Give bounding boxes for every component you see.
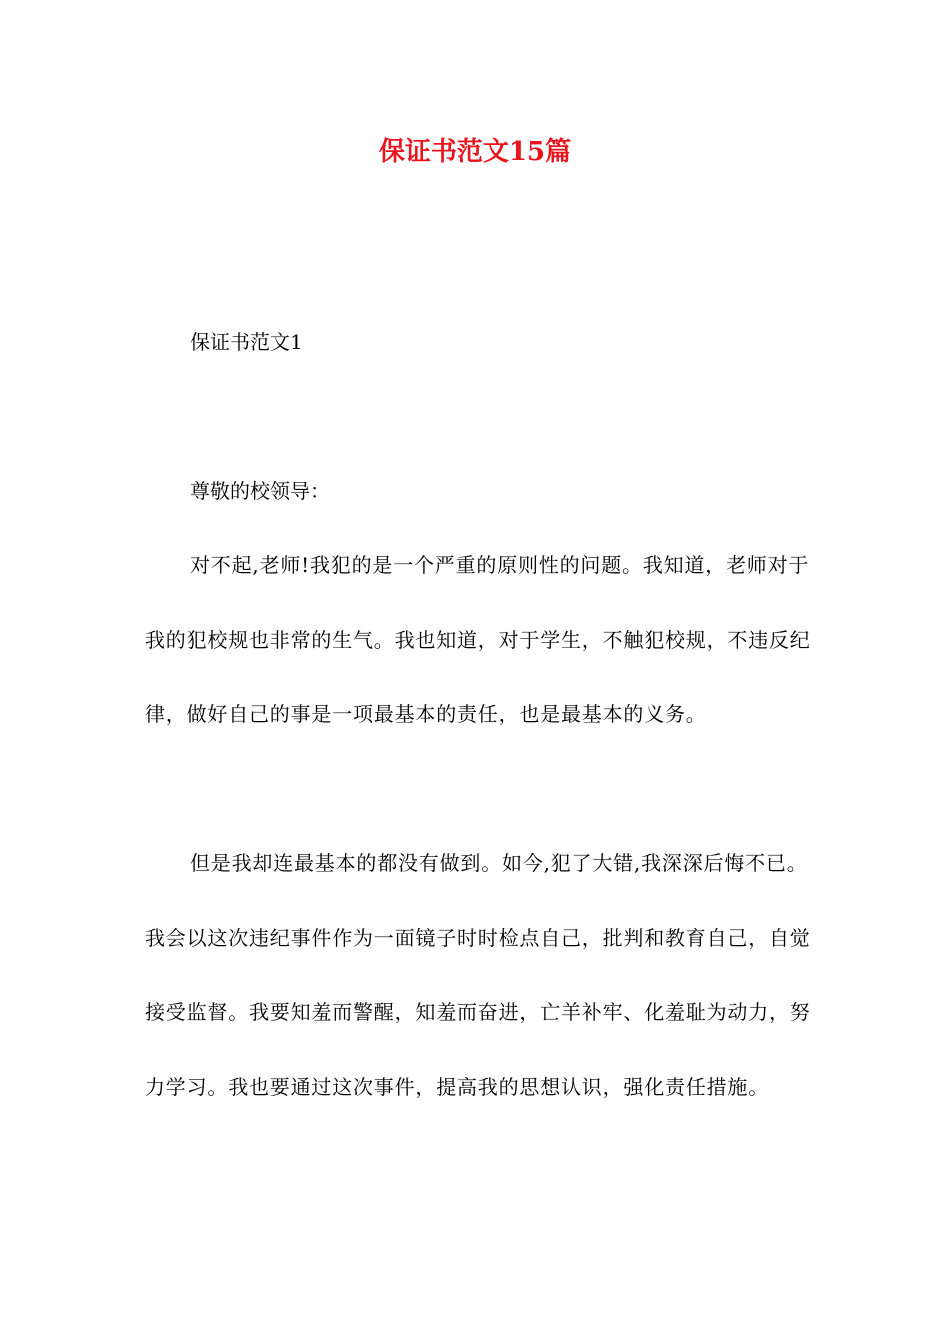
salutation: 尊敬的校领导： [190, 479, 330, 503]
body-paragraph-2: 但是我却连最基本的都没有做到。如今,犯了大错,我深深后悔不已。我会以这次违纪事件作为一面镜子时时检点自己，批判和教育自己，自觉接受监督。我要知羞而警醒，知羞而奋进，亡羊补牢、化羞耻为动力，努力学习。我也要通过这次事件，提高我的思想认识，强化责任措施。 [145, 851, 811, 1099]
document-title: 保证书范文15篇 [378, 137, 572, 167]
body-paragraph-1: 对不起,老师!我犯的是一个严重的原则性的问题。我知道，老师对于我的犯校规也非常的生气。我也知道，对于学生，不触犯校规，不违反纪律，做好自己的事是一项最基本的责任，也是最基本的义务。 [145, 553, 811, 726]
section-heading: 保证书范文1 [190, 330, 303, 354]
